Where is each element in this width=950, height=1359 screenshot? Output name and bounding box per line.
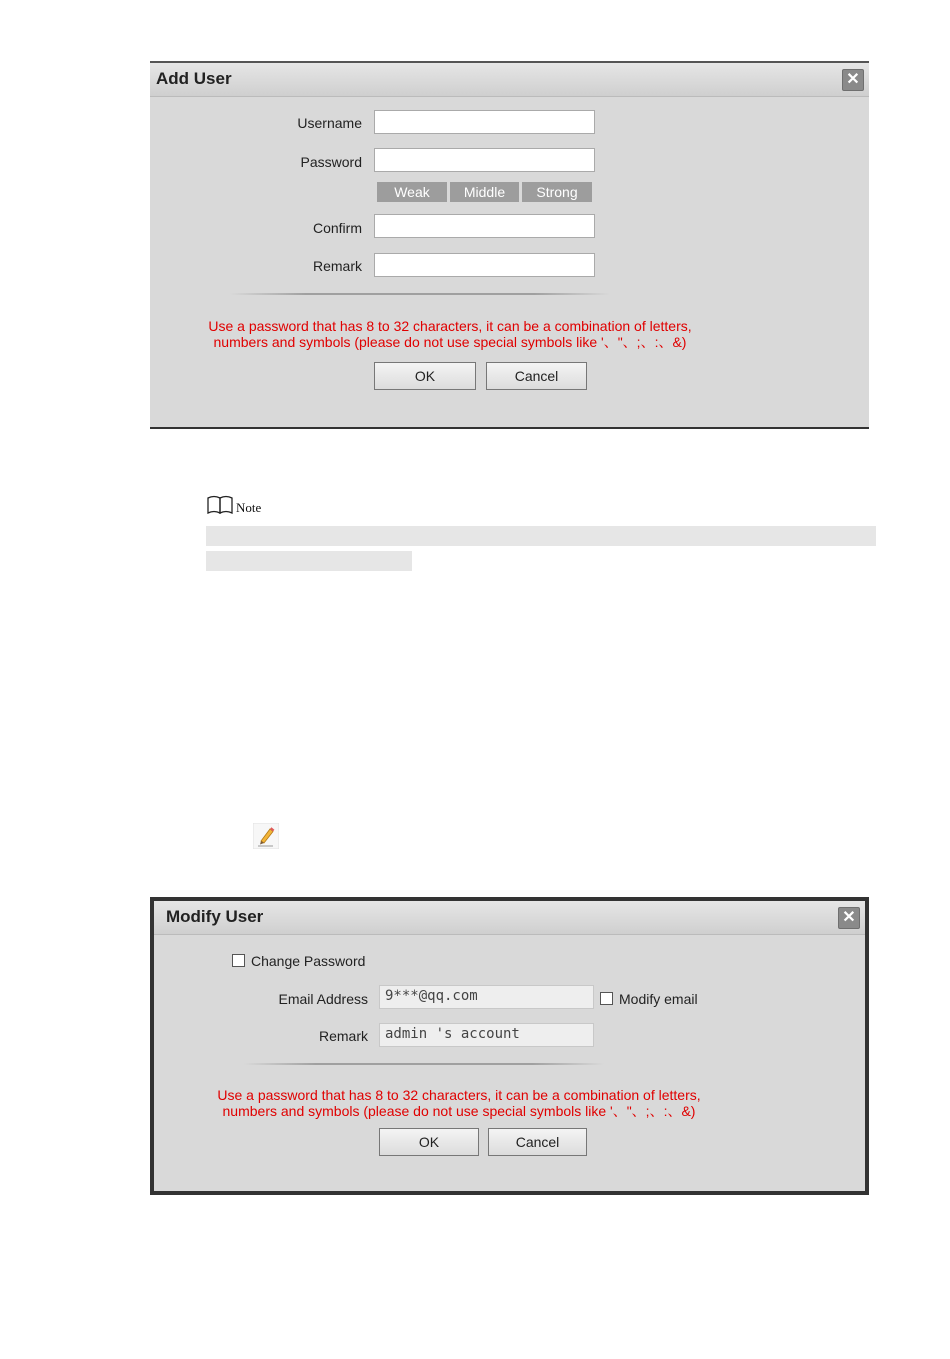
note-label: Note (236, 500, 262, 515)
add-user-title: Add User (156, 69, 232, 88)
remark-label: Remark (312, 258, 362, 274)
change-password-checkbox[interactable] (232, 954, 245, 967)
modify-user-titlebar (154, 901, 865, 935)
email-field[interactable]: 9***@qq.com (379, 985, 594, 1009)
modify-email-checkbox[interactable] (600, 992, 613, 1005)
password-rule-warning (170, 318, 730, 350)
cancel-button[interactable]: Cancel (488, 1128, 587, 1156)
divider (230, 293, 610, 295)
add-user-dialog (150, 61, 869, 429)
password-label: Password (300, 154, 362, 170)
cancel-button[interactable]: Cancel (486, 362, 587, 390)
ok-button[interactable]: OK (374, 362, 476, 390)
warning-line-2: numbers and symbols (please do not use special symbols like '、"、;、:、&) (213, 334, 687, 350)
strength-weak: Weak (377, 182, 447, 202)
remark-label: Remark (318, 1028, 368, 1044)
warning-line-1: Use a password that has 8 to 32 characters, it can be a combination of letters, (208, 318, 692, 334)
password-rule-warning (179, 1087, 739, 1119)
strength-strong: Strong (522, 182, 592, 202)
remark-field[interactable]: admin 's account (379, 1023, 594, 1047)
pencil-icon (253, 823, 279, 849)
warning-line-1: Use a password that has 8 to 32 characters, it can be a combination of letters, (217, 1087, 701, 1103)
close-icon[interactable]: ✕ (838, 907, 860, 929)
confirm-label: Confirm (312, 220, 362, 236)
modify-email-label: Modify email (619, 991, 698, 1007)
username-label: Username (297, 115, 362, 131)
add-user-titlebar (150, 63, 869, 97)
close-icon[interactable]: ✕ (842, 69, 864, 91)
ok-button[interactable]: OK (379, 1128, 479, 1156)
password-input[interactable] (374, 148, 595, 172)
book-icon (207, 495, 233, 515)
warning-line-2: numbers and symbols (please do not use special symbols like '、"、;、:、&) (222, 1103, 696, 1119)
note-text-line-2 (206, 551, 412, 571)
confirm-input[interactable] (374, 214, 595, 238)
note-text-line-1 (206, 526, 876, 546)
username-input[interactable] (374, 110, 595, 134)
modify-user-dialog (150, 897, 869, 1195)
change-password-label: Change Password (251, 953, 366, 969)
email-label: Email Address (278, 991, 368, 1007)
strength-middle: Middle (450, 182, 519, 202)
modify-user-title: Modify User (166, 907, 264, 926)
divider (244, 1063, 604, 1065)
remark-input[interactable] (374, 253, 595, 277)
